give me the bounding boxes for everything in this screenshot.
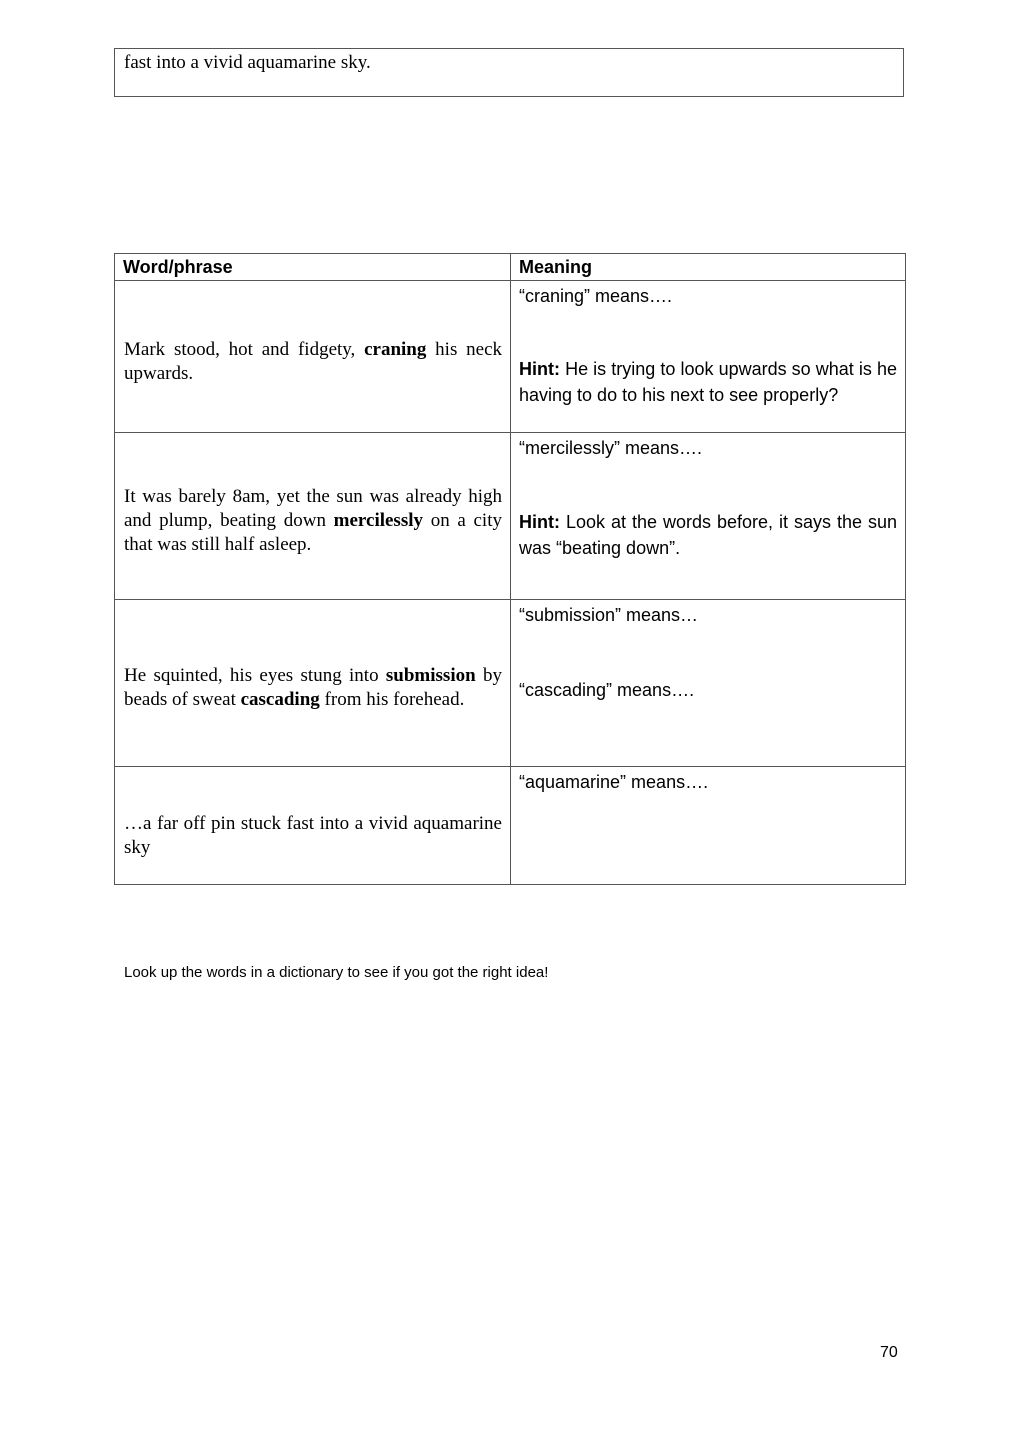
phrase-text: Mark stood, hot and fidgety,	[124, 338, 365, 360]
means-prompt: “cascading” means….	[519, 680, 695, 700]
phrase-text: He squinted, his eyes stung into	[124, 665, 386, 686]
means-prompt: “mercilessly” means….	[519, 438, 703, 458]
phrase-cell	[115, 600, 511, 767]
meaning-cell[interactable]	[511, 433, 906, 600]
meaning-cell[interactable]	[511, 767, 906, 885]
phrase-text: on a city that was still half asleep.	[124, 510, 502, 555]
target-word: craning	[364, 338, 427, 360]
phrase-text: from his forehead.	[319, 689, 465, 710]
header-word-phrase: Word/phrase	[115, 254, 511, 281]
footer-note: Look up the words in a dictionary to see if you got the right idea!	[124, 964, 549, 981]
means-prompt: “submission” means…	[519, 605, 699, 625]
meaning-cell[interactable]	[511, 281, 906, 433]
table-row	[115, 281, 906, 433]
phrase-text: by beads of sweat	[124, 665, 503, 710]
phrase-text: It was barely 8am, yet the sun was already high and plump, beating down	[124, 486, 502, 531]
page-number: 70	[880, 1344, 898, 1361]
hint-text: Hint: He is trying to look upwards so what is he having to do to his next to see properly?	[519, 359, 897, 405]
table-row	[115, 433, 906, 600]
means-prompt: “aquamarine” means….	[519, 772, 709, 792]
continuation-box	[114, 48, 904, 97]
target-word: cascading	[240, 689, 320, 710]
phrase-text: …a far off pin stuck fast into a vivid aquamarine sky	[124, 812, 502, 858]
phrase-text: his neck upwards.	[124, 338, 502, 384]
hint-label: Hint:	[519, 359, 560, 379]
vocabulary-table	[114, 253, 906, 885]
target-word: submission	[385, 665, 476, 686]
phrase-cell	[115, 433, 511, 600]
header-meaning: Meaning	[511, 254, 906, 281]
means-prompt: “craning” means….	[519, 286, 673, 306]
table-header-row	[115, 254, 906, 281]
phrase-cell	[115, 281, 511, 433]
table-row	[115, 767, 906, 885]
phrase-cell	[115, 767, 511, 885]
table-row	[115, 600, 906, 767]
target-word: mercilessly	[333, 510, 423, 531]
continuation-text: fast into a vivid aquamarine sky.	[124, 52, 371, 73]
hint-text: Hint: Look at the words before, it says the sun was “beating down”.	[519, 512, 897, 558]
hint-label: Hint:	[519, 512, 560, 532]
meaning-cell[interactable]	[511, 600, 906, 767]
